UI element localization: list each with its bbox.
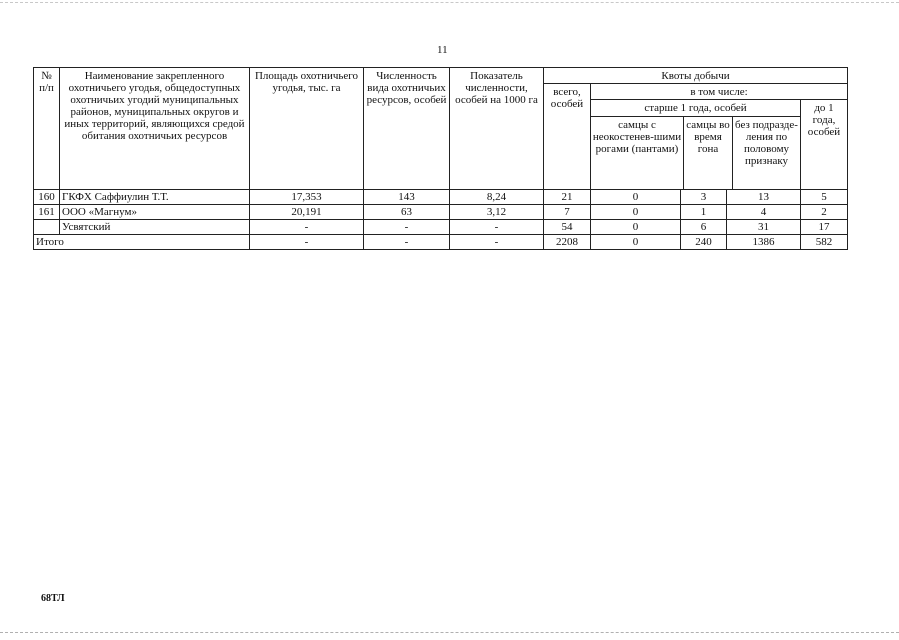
cell-under1: 5 — [801, 190, 848, 205]
cell-total: 7 — [544, 205, 591, 220]
header-name: Наименование закрепленного охотничьего угодья, общедоступных охотничьих угодий муниципальных районов, муниципальных округов и иных территорий, являющихся средой обитания охотничьих ресурсов — [60, 68, 250, 190]
cell-total: 21 — [544, 190, 591, 205]
cell-count: 143 — [364, 190, 450, 205]
cell-area: - — [250, 220, 364, 235]
cell-total-label: Итого — [34, 235, 250, 250]
quota-table — [33, 67, 848, 250]
header-count: Численность вида охотничьих ресурсов, особей — [364, 68, 450, 190]
cell-under1: 582 — [801, 235, 848, 250]
cell-num — [34, 220, 60, 235]
footer-code: 68ТЛ — [41, 593, 65, 604]
header-older: старше 1 года, особей — [591, 100, 800, 117]
header-density: Показатель численности, особей на 1000 га — [450, 68, 544, 190]
cell-density: - — [450, 235, 544, 250]
cell-antlers: 0 — [591, 205, 681, 220]
cell-antlers: 0 — [591, 190, 681, 205]
cell-antlers: 0 — [591, 235, 681, 250]
header-total: всего, особей — [544, 84, 591, 190]
scan-edge-bottom — [0, 632, 899, 633]
cell-rut: 240 — [681, 235, 727, 250]
page-number: 11 — [437, 44, 448, 56]
cell-name: ГКФХ Саффиулин Т.Т. — [60, 190, 250, 205]
cell-antlers: 0 — [591, 220, 681, 235]
cell-nosex: 31 — [727, 220, 801, 235]
header-older-group — [591, 100, 801, 190]
cell-count: 63 — [364, 205, 450, 220]
cell-nosex: 4 — [727, 205, 801, 220]
cell-under1: 2 — [801, 205, 848, 220]
cell-rut: 3 — [681, 190, 727, 205]
table-row — [34, 190, 848, 205]
cell-rut: 6 — [681, 220, 727, 235]
cell-num: 160 — [34, 190, 60, 205]
header-older-subcols — [591, 117, 800, 189]
cell-total: 2208 — [544, 235, 591, 250]
cell-nosex: 13 — [727, 190, 801, 205]
cell-density: - — [450, 220, 544, 235]
total-row — [34, 235, 848, 250]
header-including: в том числе: — [591, 84, 848, 100]
cell-total: 54 — [544, 220, 591, 235]
cell-rut: 1 — [681, 205, 727, 220]
cell-name: Усвятский — [60, 220, 250, 235]
cell-count: - — [364, 220, 450, 235]
cell-nosex: 1386 — [727, 235, 801, 250]
header-area: Площадь охотничьего угодья, тыс. га — [250, 68, 364, 190]
header-males-rut: самцы во время гона — [684, 117, 733, 189]
cell-under1: 17 — [801, 220, 848, 235]
table-row — [34, 205, 848, 220]
cell-density: 3,12 — [450, 205, 544, 220]
header-under1: до 1 года, особей — [801, 100, 848, 190]
table-row — [34, 220, 848, 235]
cell-density: 8,24 — [450, 190, 544, 205]
header-quotas: Квоты добычи — [544, 68, 848, 84]
cell-area: - — [250, 235, 364, 250]
header-males-antlers: самцы с неокостенев-шими рогами (пантами) — [591, 117, 684, 189]
header-num: № п/п — [34, 68, 60, 190]
scan-edge-top — [0, 2, 899, 3]
cell-area: 20,191 — [250, 205, 364, 220]
header-no-sex: без подразде-ления по половому признаку — [735, 119, 798, 167]
cell-name: ООО «Магнум» — [60, 205, 250, 220]
cell-num: 161 — [34, 205, 60, 220]
cell-area: 17,353 — [250, 190, 364, 205]
cell-count: - — [364, 235, 450, 250]
